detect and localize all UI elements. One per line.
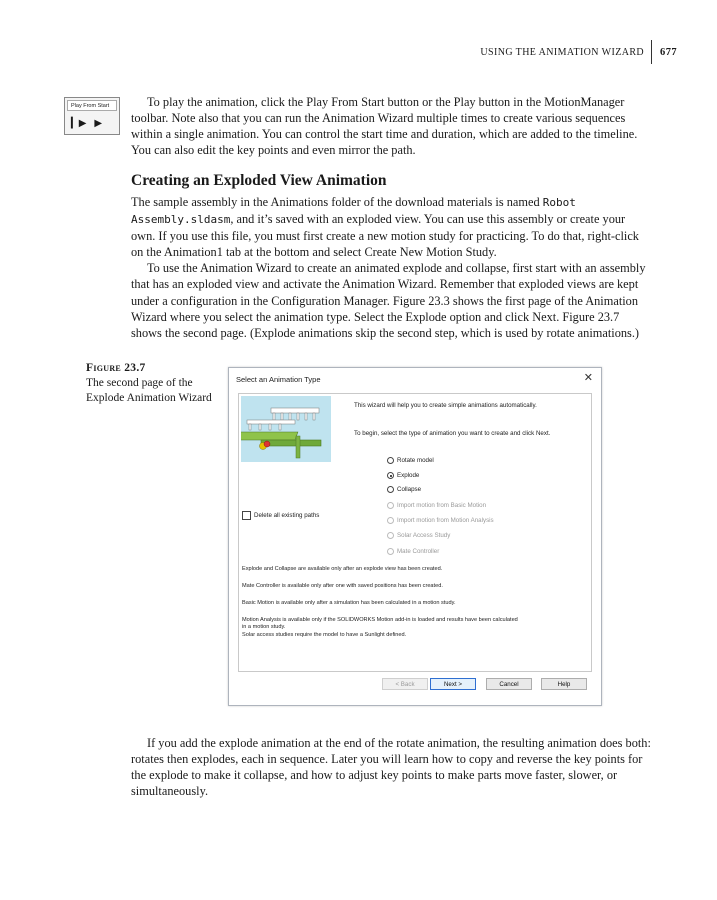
- option-basic-motion: [387, 502, 486, 509]
- figure-caption: [86, 361, 216, 406]
- close-icon[interactable]: ✕: [583, 372, 593, 384]
- option-rotate-model[interactable]: [387, 457, 434, 464]
- note-motion-analysis-cont: in a motion study.: [242, 624, 286, 630]
- wizard-intro-text: This wizard will help you to create simple animations automatically.: [354, 402, 537, 409]
- radio-button-disabled: [387, 502, 394, 509]
- paragraph-play-animation: [131, 94, 651, 158]
- option-explode[interactable]: [387, 472, 419, 479]
- note-basic-motion: Basic Motion is available only after a simulation has been calculated in a motion study.: [242, 600, 456, 606]
- radio-button[interactable]: [387, 486, 394, 493]
- option-mate-controller: [387, 548, 439, 555]
- option-solar-access: [387, 532, 450, 539]
- paragraph-rotate-explode: [131, 735, 651, 799]
- radio-button-selected[interactable]: [387, 472, 394, 479]
- radio-button-disabled: [387, 517, 394, 524]
- paragraph-4-text: If you add the explode animation at the end of the rotate animation, the resulting animation does both: rotates then explodes, each in sequence. Later you will learn how to copy and reverse the key points for the explode to make it collapse, and how to adjust key points to make parts move faster, slower, or simultaneously.: [131, 736, 651, 799]
- paragraph-3: To use the Animation Wizard to create an animated explode and collapse, first start with an assembly that has an exploded view and activate the Animation Wizard. Remember that exploded views are kept under a configuration in the Configuration Manager. Figure 23.3 shows the first page of the Animation Wizard where you select the animation type. Select the Explode option and click Next. Figure 23.7 shows the second page. (Explode animations skip the second step, which is used by rotate animations.): [131, 261, 646, 340]
- running-head: [480, 40, 677, 64]
- figure-caption-text: The second page of the Explode Animation Wizard: [86, 377, 212, 404]
- paragraph-2: [131, 194, 651, 260]
- checkbox-label: Delete all existing paths: [254, 512, 320, 519]
- file-name-code: Robot Assembly.sldasm: [131, 196, 576, 227]
- radio-button-disabled: [387, 532, 394, 539]
- dialog-title: Select an Animation Type: [236, 375, 321, 384]
- paragraph-2-after: , and it’s saved with an exploded view. You can use this assembly or create your own. If you use this file, you must first create a new motion study for practicing. To do that, right-click on the Animation1 tab at the bottom and select Create New Motion Study.: [131, 212, 639, 260]
- option-label: Mate Controller: [397, 548, 440, 555]
- paragraph-1-text: To play the animation, click the Play From Start button or the Play button in the MotionManager toolbar. Note also that you can run the Animation Wizard multiple times to create various sequences within a single animation. You can control the start time and duration, which are added to the timeline. You can also edit the key points and even mirror the path.: [131, 95, 638, 158]
- note-motion-analysis: Motion Analysis is available only if the SOLIDWORKS Motion add-in is loaded and results have been calculated: [242, 617, 518, 623]
- option-collapse[interactable]: [387, 486, 421, 493]
- radio-button-disabled: [387, 548, 394, 555]
- help-button[interactable]: Help: [541, 678, 587, 690]
- note-solar-access: Solar access studies require the model to have a Sunlight defined.: [242, 632, 407, 638]
- delete-paths-checkbox-row[interactable]: [242, 511, 319, 520]
- figure-label: Figure 23.7: [86, 362, 146, 374]
- option-label: Import motion from Motion Analysis: [397, 517, 494, 524]
- play-icon: ▶: [94, 118, 103, 129]
- animation-wizard-dialog: [228, 367, 602, 706]
- cancel-button[interactable]: Cancel: [486, 678, 532, 690]
- page-number: 677: [660, 46, 677, 58]
- dialog-content-frame: [238, 393, 592, 672]
- delete-paths-checkbox[interactable]: [242, 511, 251, 520]
- back-button: < Back: [382, 678, 428, 690]
- play-from-start-tooltip: Play From Start: [67, 100, 117, 111]
- option-label: Solar Access Study: [397, 532, 451, 539]
- option-label: Rotate model: [397, 457, 434, 464]
- paragraph-block-exploded: [131, 194, 651, 341]
- option-label: Explode: [397, 472, 420, 479]
- option-motion-analysis: [387, 517, 494, 524]
- wizard-instruction-text: To begin, select the type of animation you want to create and click Next.: [354, 430, 551, 437]
- radio-button[interactable]: [387, 457, 394, 464]
- play-from-start-icon: ▎▶: [71, 118, 87, 129]
- note-explode: Explode and Collapse are available only after an explode view has been created.: [242, 566, 443, 572]
- play-toolbar-thumbnail: [64, 97, 120, 135]
- note-mate-controller: Mate Controller is available only after one with saved positions has been created.: [242, 583, 443, 589]
- next-button[interactable]: Next >: [430, 678, 476, 690]
- option-label: Import motion from Basic Motion: [397, 502, 487, 509]
- explode-illustration-image: [241, 396, 331, 462]
- paragraph-2-before: The sample assembly in the Animations folder of the download materials is named: [131, 195, 543, 209]
- option-label: Collapse: [397, 486, 422, 493]
- section-heading: Creating an Exploded View Animation: [131, 172, 387, 189]
- running-head-title: USING THE ANIMATION WIZARD: [480, 46, 645, 58]
